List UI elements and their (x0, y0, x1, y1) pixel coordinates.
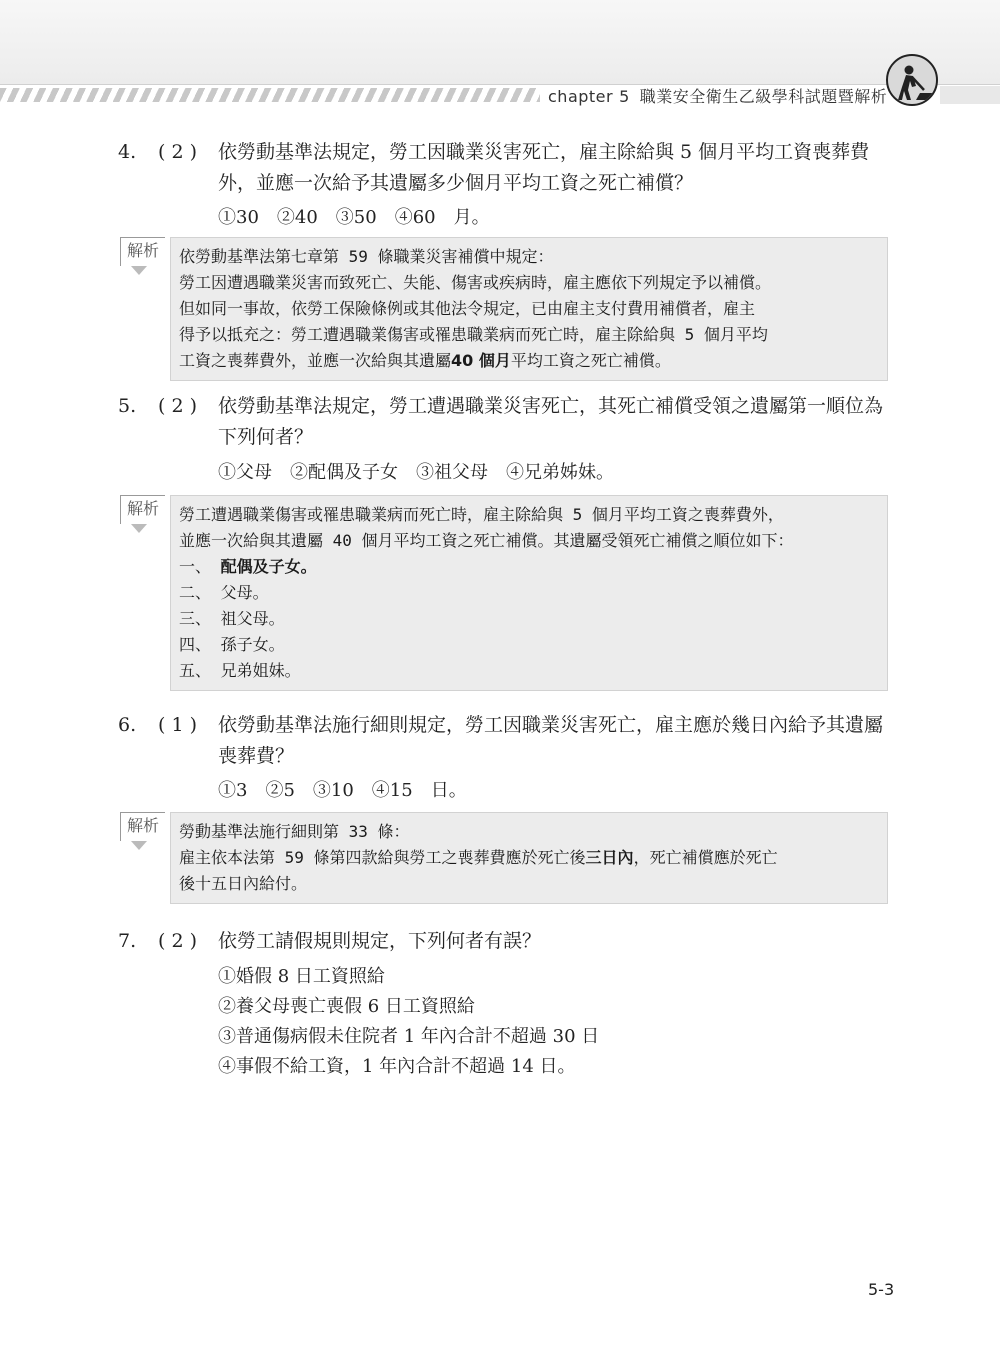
chapter-number: 5 (619, 87, 630, 106)
question-stem: 依勞動基準法施行細則規定，勞工因職業災害死亡，雇主應於幾日內給予其遺屬喪葬費？ (218, 714, 884, 767)
analysis-line: 四、 孫子女。 (179, 635, 285, 654)
answer-key: ( 2 ) (158, 141, 197, 163)
question-number: 6. (118, 714, 137, 736)
analysis-box (170, 237, 888, 381)
question-option: ④事假不給工資，1 年內合計不超過 14 日。 (218, 1056, 576, 1077)
question-number: 4. (118, 141, 137, 163)
answer-key: ( 2 ) (158, 395, 197, 417)
analysis-line: 勞工因遭遇職業災害而致死亡、失能、傷害或疾病時，雇主應依下列規定予以補償。 (179, 273, 772, 292)
analysis-label: 解析 (120, 237, 165, 266)
question-stem: 依勞動基準法規定，勞工遭遇職業災害死亡，其死亡補償受領之遺屬第一順位為下列何者？ (218, 395, 884, 448)
analysis-line: 工資之喪葬費外，並應一次給與其遺屬40 個月平均工資之死亡補償。 (179, 351, 671, 370)
header-stripe (0, 88, 540, 102)
analysis-line: 勞動基準法施行細則第 33 條： (179, 822, 410, 841)
chapter-heading (548, 84, 887, 106)
analysis-line: 得予以抵充之：勞工遭遇職業傷害或罹患職業病而死亡時，雇主除給與 5 個月平均 (179, 325, 768, 344)
header-tail (940, 86, 1000, 104)
analysis-line: 三、 祖父母。 (179, 609, 285, 628)
answer-key: ( 1 ) (158, 714, 197, 736)
question-option: ②養父母喪亡喪假 6 日工資照給 (218, 996, 475, 1017)
worker-shovel-icon (886, 54, 938, 106)
analysis-line: 勞工遭遇職業傷害或罹患職業病而死亡時，雇主除給與 5 個月平均工資之喪葬費外， (179, 505, 784, 524)
analysis-box (170, 495, 888, 691)
question-number: 7. (118, 930, 137, 952)
analysis-highlight: 配偶及子女。 (220, 557, 317, 576)
analysis-box (170, 812, 888, 904)
question-options: ①3 ②5 ③10 ④15 日。 (218, 780, 467, 801)
question-options: ①30 ②40 ③50 ④60 月。 (218, 207, 490, 228)
analysis-label: 解析 (120, 812, 165, 841)
analysis-line: 二、 父母。 (179, 583, 269, 602)
chapter-title: 職業安全衛生乙級學科試題暨解析 (639, 87, 888, 106)
question-options: ①父母 ②配偶及子女 ③祖父母 ④兄弟姊妹。 (218, 462, 614, 483)
question-number: 5. (118, 395, 137, 417)
analysis-highlight: 三日內 (585, 848, 634, 867)
answer-key: ( 2 ) (158, 930, 197, 952)
analysis-line: 依勞動基準法第七章第 59 條職業災害補償中規定： (179, 247, 554, 266)
analysis-label: 解析 (120, 495, 165, 524)
analysis-line: 一、 配偶及子女。 (179, 557, 317, 576)
page-header-band (0, 0, 1000, 85)
question-option: ①婚假 8 日工資照給 (218, 966, 385, 987)
question-option: ③普通傷病假未住院者 1 年內合計不超過 30 日 (218, 1026, 600, 1047)
analysis-highlight: 40 個月 (451, 351, 511, 370)
page-number: 5-3 (868, 1280, 895, 1299)
analysis-line: 雇主依本法第 59 條第四款給與勞工之喪葬費應於死亡後三日內，死亡補償應於死亡 (179, 848, 778, 867)
analysis-line: 五、 兄弟姐妹。 (179, 661, 301, 680)
question-stem: 依勞動基準法規定，勞工因職業災害死亡，雇主除給與 5 個月平均工資喪葬費外，並應一次給予其遺屬多少個月平均工資之死亡補償？ (218, 141, 870, 194)
chapter-word: chapter (548, 87, 614, 106)
analysis-line: 後十五日內給付。 (179, 874, 308, 893)
question-stem: 依勞工請假規則規定，下列何者有誤？ (218, 930, 542, 952)
analysis-line: 並應一次給與其遺屬 40 個月平均工資之死亡補償。其遺屬受領死亡補償之順位如下： (179, 531, 794, 550)
analysis-line: 但如同一事故，依勞工保險條例或其他法令規定，已由雇主支付費用補償者，雇主 (179, 299, 756, 318)
